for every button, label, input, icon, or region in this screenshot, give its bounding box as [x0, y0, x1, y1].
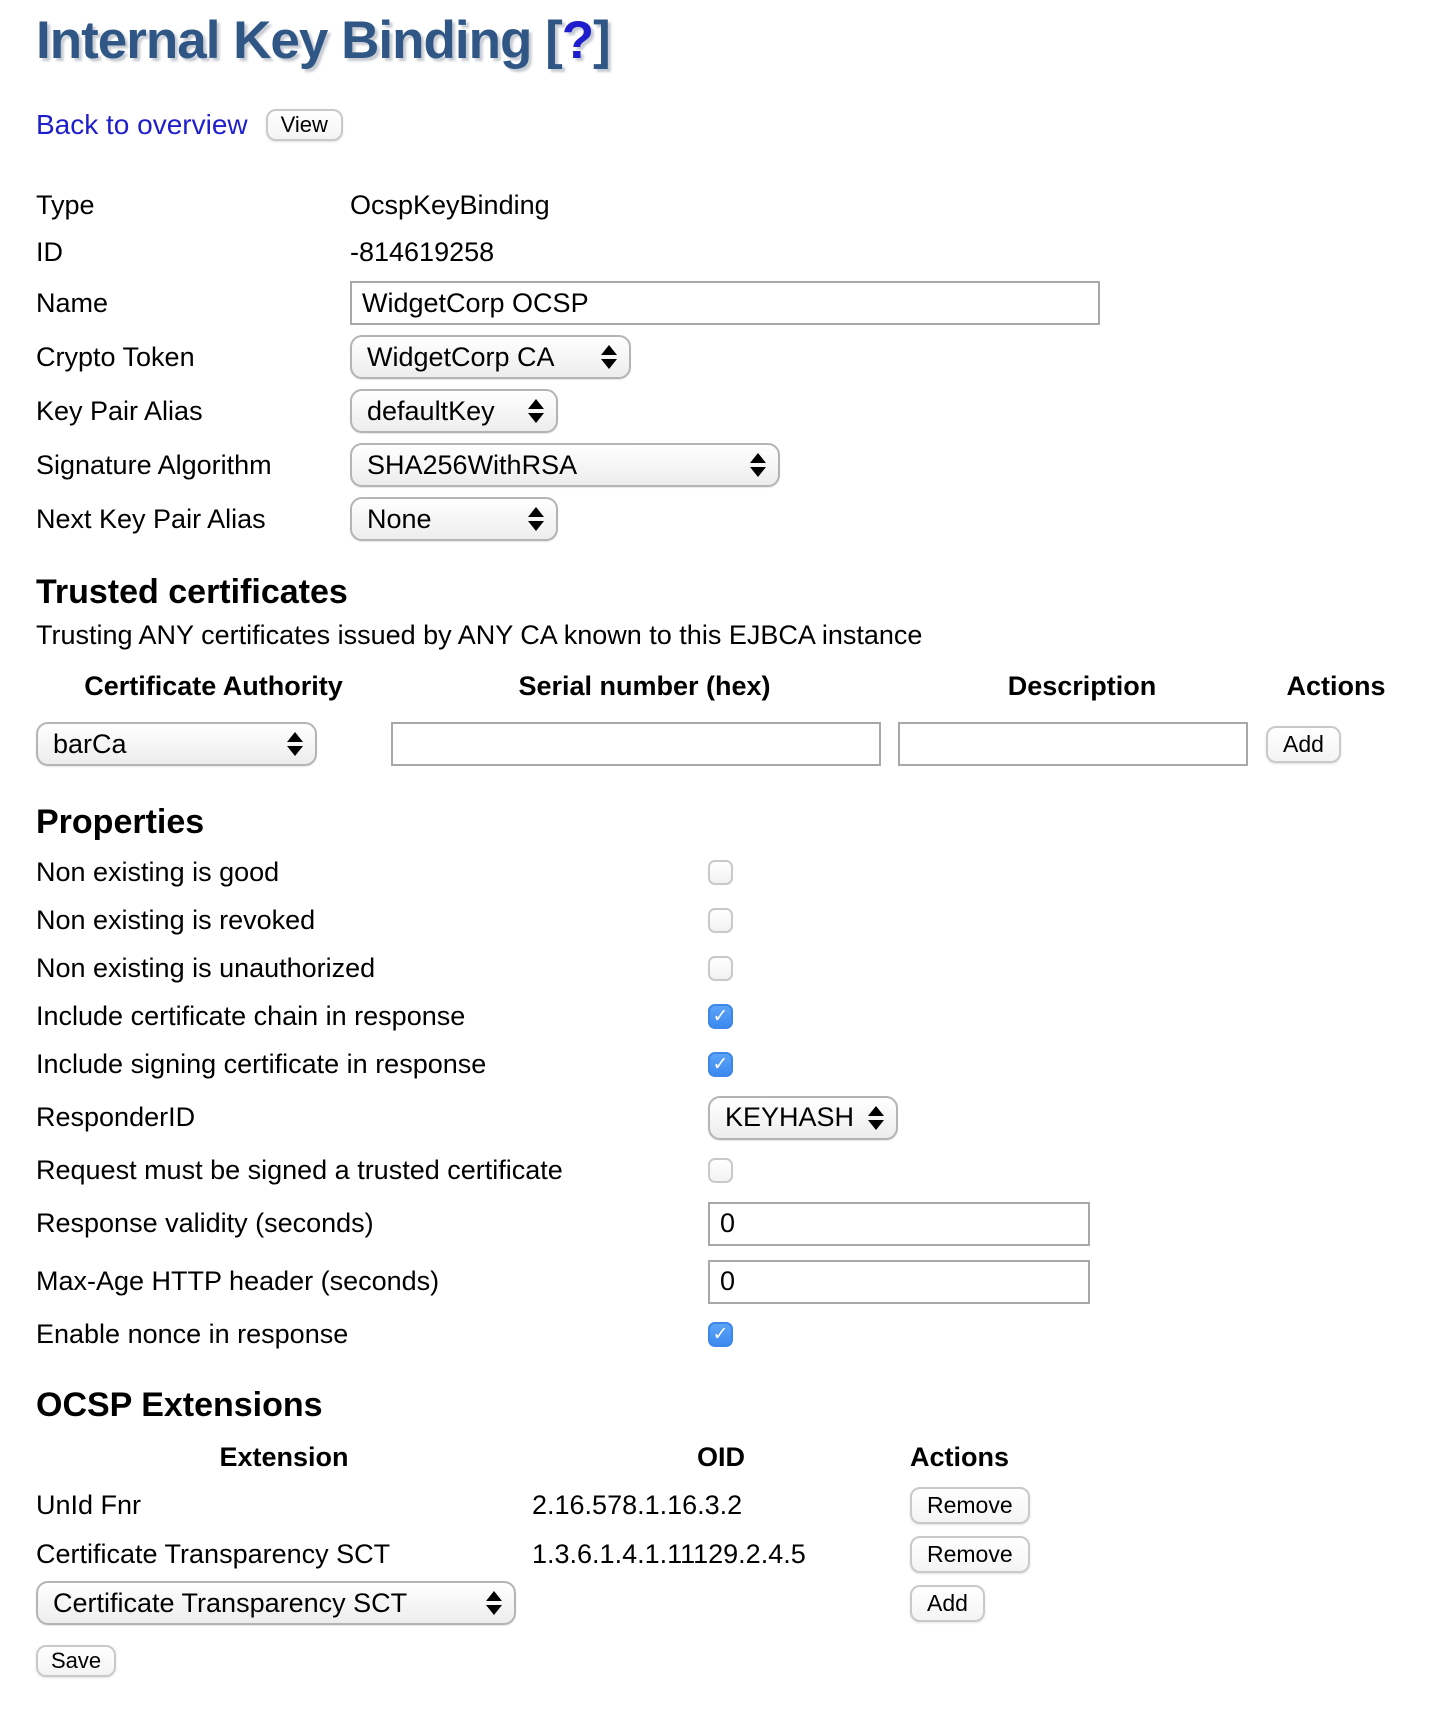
properties-heading: Properties — [36, 803, 205, 842]
property-row-response-validity — [36, 1195, 1452, 1253]
type-label: Type — [36, 190, 95, 221]
extension-select[interactable] — [36, 1581, 516, 1625]
ocsp-extensions-table — [36, 1438, 1130, 1628]
id-label: ID — [36, 237, 63, 268]
remove-extension-button[interactable]: Remove — [910, 1536, 1030, 1573]
crypto-token-row — [36, 330, 1452, 384]
save-row — [36, 1644, 1452, 1677]
col-actions: Actions — [1286, 671, 1386, 702]
up-down-arrows-icon — [601, 345, 617, 369]
type-row — [36, 182, 1452, 229]
property-row-non-existing-revoked — [36, 897, 1452, 945]
description-input[interactable] — [898, 722, 1248, 766]
serial-cell — [391, 712, 898, 776]
help-link[interactable]: ? — [561, 11, 594, 70]
include-certificate-chain-label: Include certificate chain in response — [36, 1001, 466, 1032]
remove-extension-button[interactable]: Remove — [910, 1487, 1030, 1524]
col-description: Description — [1007, 671, 1157, 702]
up-down-arrows-icon — [528, 507, 544, 531]
signature-algorithm-select[interactable] — [350, 443, 780, 487]
add-trusted-certificate-button[interactable]: Add — [1266, 726, 1341, 763]
property-row-responder-id — [36, 1089, 1452, 1147]
serial-number-input[interactable] — [391, 722, 881, 766]
key-binding-form — [36, 182, 1452, 546]
up-down-arrows-icon — [868, 1106, 884, 1130]
key-pair-alias-label: Key Pair Alias — [36, 395, 203, 426]
add-extension-button[interactable]: Add — [910, 1585, 985, 1622]
extension-oid: 1.3.6.1.4.1.11129.2.4.5 — [532, 1538, 806, 1569]
page-title-text: Internal Key Binding — [36, 11, 532, 70]
help-bracket-open: [ — [545, 11, 562, 70]
max-age-header-input[interactable] — [708, 1260, 1090, 1304]
internal-key-binding-page — [36, 12, 1452, 1677]
non-existing-revoked-label: Non existing is revoked — [36, 905, 316, 936]
extension-actions-cell — [910, 1481, 1130, 1530]
non-existing-revoked-checkbox[interactable] — [708, 908, 733, 933]
next-key-pair-alias-label: Next Key Pair Alias — [36, 503, 266, 534]
back-to-overview-link[interactable]: Back to overview — [36, 109, 248, 141]
non-existing-unauthorized-checkbox[interactable] — [708, 956, 733, 981]
non-existing-unauthorized-label: Non existing is unauthorized — [36, 953, 376, 984]
id-value: -814619258 — [350, 237, 495, 268]
ocsp-extensions-heading: OCSP Extensions — [36, 1385, 323, 1424]
responder-id-select[interactable] — [708, 1096, 898, 1140]
extension-actions-cell — [910, 1530, 1130, 1579]
property-row-include-signing-cert — [36, 1041, 1452, 1089]
extension-oid: 2.16.578.1.16.3.2 — [532, 1489, 743, 1520]
up-down-arrows-icon — [528, 399, 544, 423]
type-value: OcspKeyBinding — [350, 190, 550, 221]
signature-algorithm-row — [36, 438, 1452, 492]
col-certificate-authority: Certificate Authority — [84, 671, 343, 702]
certificate-authority-select[interactable] — [36, 722, 317, 766]
description-cell — [898, 712, 1266, 776]
help-bracket-close: ] — [593, 11, 610, 70]
name-row — [36, 276, 1452, 330]
col-extension: Extension — [219, 1441, 349, 1472]
id-row — [36, 229, 1452, 276]
next-key-pair-alias-selected-value: None — [367, 503, 432, 534]
up-down-arrows-icon — [486, 1591, 502, 1615]
ca-cell — [36, 712, 391, 776]
max-age-header-label: Max-Age HTTP header (seconds) — [36, 1266, 440, 1297]
property-row-include-chain — [36, 993, 1452, 1041]
checkmark-icon: ✓ — [712, 1054, 729, 1076]
signature-algorithm-label: Signature Algorithm — [36, 449, 272, 480]
trusted-certificates-table — [36, 665, 1406, 776]
crypto-token-label: Crypto Token — [36, 341, 195, 372]
extension-name: UnId Fnr — [36, 1489, 142, 1520]
non-existing-good-checkbox[interactable] — [708, 860, 733, 885]
page-title — [36, 12, 1452, 70]
key-pair-alias-selected-value: defaultKey — [367, 395, 495, 426]
property-row-non-existing-unauthorized — [36, 945, 1452, 993]
property-row-max-age — [36, 1253, 1452, 1311]
name-label: Name — [36, 287, 109, 318]
non-existing-good-label: Non existing is good — [36, 857, 280, 888]
enable-nonce-label: Enable nonce in response — [36, 1319, 349, 1350]
crypto-token-selected-value: WidgetCorp CA — [367, 341, 555, 372]
property-row-non-existing-good — [36, 849, 1452, 897]
response-validity-input[interactable] — [708, 1202, 1090, 1246]
next-key-pair-alias-select[interactable] — [350, 497, 558, 541]
nav-row — [36, 106, 1452, 144]
property-row-request-signed — [36, 1147, 1452, 1195]
responder-id-selected-value: KEYHASH — [725, 1102, 855, 1133]
col-serial-number: Serial number (hex) — [518, 671, 771, 702]
save-button[interactable]: Save — [36, 1645, 116, 1677]
include-signing-certificate-checkbox[interactable] — [708, 1052, 733, 1077]
checkmark-icon: ✓ — [712, 1006, 729, 1028]
key-pair-alias-row — [36, 384, 1452, 438]
responder-id-label: ResponderID — [36, 1102, 196, 1133]
col-ext-actions: Actions — [910, 1441, 1010, 1472]
next-key-pair-alias-row — [36, 492, 1452, 546]
property-row-enable-nonce — [36, 1311, 1452, 1359]
name-input[interactable] — [350, 281, 1100, 325]
up-down-arrows-icon — [287, 732, 303, 756]
checkmark-icon: ✓ — [712, 1324, 729, 1346]
extension-oid-empty-cell — [532, 1579, 910, 1628]
extension-name: Certificate Transparency SCT — [36, 1538, 391, 1569]
key-pair-alias-select[interactable] — [350, 389, 558, 433]
properties-section — [36, 849, 1452, 1359]
extension-add-cell — [910, 1579, 1130, 1628]
extension-selected-value: Certificate Transparency SCT — [53, 1587, 408, 1618]
trusted-certificates-subtitle: Trusting ANY certificates issued by ANY CA known to this EJBCA instance — [36, 620, 923, 651]
response-validity-label: Response validity (seconds) — [36, 1208, 374, 1239]
crypto-token-select[interactable] — [350, 335, 631, 379]
enable-nonce-checkbox[interactable] — [708, 1322, 733, 1347]
include-signing-certificate-label: Include signing certificate in response — [36, 1049, 487, 1080]
actions-cell — [1266, 712, 1406, 776]
certificate-authority-selected-value: barCa — [53, 728, 127, 759]
extension-select-cell — [36, 1579, 532, 1628]
include-certificate-chain-checkbox[interactable] — [708, 1004, 733, 1029]
col-oid: OID — [696, 1441, 745, 1472]
view-button[interactable]: View — [266, 109, 343, 141]
request-must-be-signed-label: Request must be signed a trusted certificate — [36, 1155, 563, 1186]
trusted-certificates-heading: Trusted certificates — [36, 573, 348, 612]
up-down-arrows-icon — [750, 453, 766, 477]
signature-algorithm-selected-value: SHA256WithRSA — [367, 449, 578, 480]
request-must-be-signed-checkbox[interactable] — [708, 1158, 733, 1183]
